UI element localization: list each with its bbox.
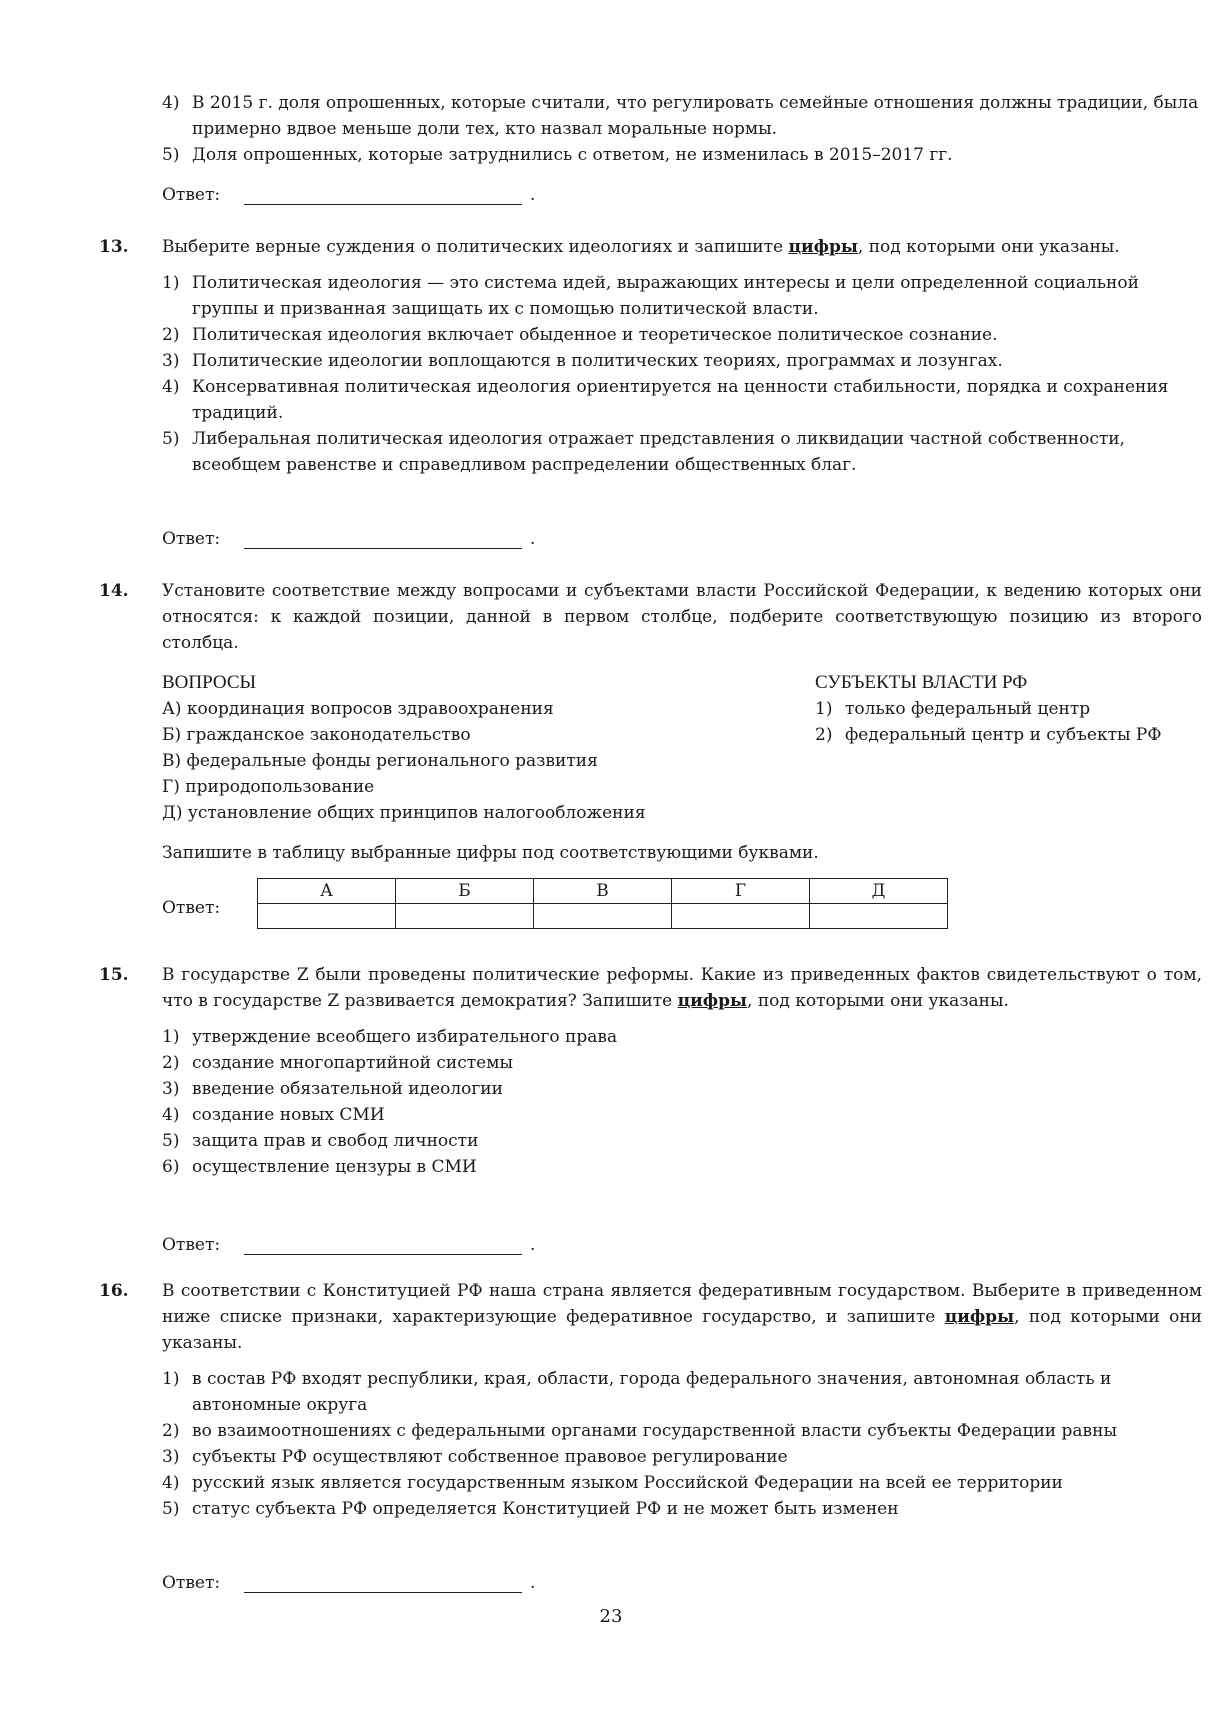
answer-line[interactable] (244, 1254, 522, 1255)
q12-option-5 (162, 142, 1202, 168)
option-text: создание многопартийной системы (192, 1053, 513, 1073)
item-letter: Г) (162, 777, 180, 797)
answer-label: Ответ: (162, 529, 221, 549)
question-15 (0, 962, 1222, 1180)
answer-table-input-row (258, 904, 948, 929)
item-letter: В) (162, 751, 182, 771)
option-number: 4) (162, 377, 180, 397)
left-item (162, 696, 802, 722)
answer-dot: . (530, 1573, 536, 1593)
q16-option-3 (162, 1444, 1202, 1470)
option-text: Либеральная политическая идеология отражает представления о ликвидации частной собственности, всеобщем равенстве и справедливом распределении общественных благ. (192, 429, 1126, 475)
question-text-part: , под которыми они указаны. (162, 1307, 1202, 1353)
question-text-part: В государстве Z были проведены политические реформы. Какие из приведенных фактов свидетельствуют о том, что в государстве Z развивается демократия? Запишите (162, 965, 1202, 1011)
option-number: 3) (162, 1447, 180, 1467)
instruction-text: Запишите в таблицу выбранные цифры под соответствующими буквами. (162, 843, 819, 863)
answer-table-header-row (258, 879, 948, 904)
question-12-tail (0, 90, 1222, 168)
emphasis-digits: цифры (944, 1307, 1015, 1327)
answer-cell[interactable] (534, 904, 672, 929)
option-text: введение обязательной идеологии (192, 1079, 503, 1099)
option-text: Политические идеологии воплощаются в политических теориях, программах и лозунгах. (192, 351, 1003, 371)
option-text: Доля опрошенных, которые затруднились с ответом, не изменилась в 2015–2017 гг. (192, 145, 953, 165)
q14-answer-table-row (0, 878, 1222, 938)
option-number: 2) (162, 1053, 180, 1073)
q15-option-3 (162, 1076, 1202, 1102)
answer-table-header: Б (396, 879, 534, 904)
option-text: утверждение всеобщего избирательного права (192, 1027, 618, 1047)
q15-option-6 (162, 1154, 1202, 1180)
question-text-part: В соответствии с Конституцией РФ наша страна является федеративным государством. Выберите в приведенном ниже списке признаки, характеризующие федеративное государство, и запишите (162, 1281, 1202, 1327)
q12-option-4 (162, 90, 1202, 142)
option-number: 3) (162, 351, 180, 371)
right-column-header: СУБЪЕКТЫ ВЛАСТИ РФ (815, 672, 1028, 693)
question-text (162, 234, 1202, 260)
answer-line[interactable] (244, 204, 522, 205)
q13-option-5 (162, 426, 1202, 478)
answer-table (257, 878, 948, 929)
item-number: 1) (815, 699, 833, 719)
q15-option-2 (162, 1050, 1202, 1076)
option-number: 5) (162, 1499, 180, 1519)
left-item (162, 722, 802, 748)
item-text: установление общих принципов налогообложения (187, 803, 646, 823)
answer-table-header: Д (810, 879, 948, 904)
item-text: координация вопросов здравоохранения (186, 699, 554, 719)
option-number: 2) (162, 325, 180, 345)
q15-option-5 (162, 1128, 1202, 1154)
question-text-part: , под которыми они указаны. (747, 991, 1009, 1011)
option-number: 2) (162, 1421, 180, 1441)
answer-dot: . (530, 529, 536, 549)
option-text: В 2015 г. доля опрошенных, которые считали, что регулировать семейные отношения должны традиции, была примерно вдвое меньше доли тех, кто назвал моральные нормы. (192, 93, 1199, 139)
question-number: 13. (99, 237, 129, 257)
answer-dot: . (530, 185, 536, 205)
answer-line[interactable] (244, 1592, 522, 1593)
question-number: 16. (99, 1281, 129, 1301)
answer-table-header: А (258, 879, 396, 904)
q13-answer (0, 526, 1222, 552)
item-number: 2) (815, 725, 833, 745)
question-text (162, 962, 1202, 1014)
option-text: статус субъекта РФ определяется Конституцией РФ и не может быть изменен (192, 1499, 899, 1519)
item-text: гражданское законодательство (186, 725, 471, 745)
q13-option-2 (162, 322, 1202, 348)
item-letter: Б) (162, 725, 182, 745)
q13-option-4 (162, 374, 1202, 426)
answer-line[interactable] (244, 548, 522, 549)
option-number: 4) (162, 1473, 180, 1493)
q16-option-4 (162, 1470, 1202, 1496)
option-number: 6) (162, 1157, 180, 1177)
question-text-part: , под которыми они указаны. (857, 237, 1120, 257)
left-item (162, 748, 802, 774)
q13-option-3 (162, 348, 1202, 374)
item-text: только федеральный центр (845, 699, 1091, 719)
option-text: в состав РФ входят республики, края, области, города федерального значения, автономная область и автономные округа (192, 1369, 1112, 1415)
option-number: 1) (162, 1027, 180, 1047)
item-letter: Д) (162, 803, 183, 823)
option-number: 1) (162, 273, 180, 293)
q16-option-1 (162, 1366, 1202, 1418)
option-number: 1) (162, 1369, 180, 1389)
option-text: осуществление цензуры в СМИ (192, 1157, 477, 1177)
page-number: 23 (599, 1606, 623, 1627)
right-item (815, 696, 1205, 722)
q16-answer (0, 1570, 1222, 1596)
question-number: 14. (99, 581, 129, 601)
answer-label: Ответ: (162, 1573, 221, 1593)
left-column-header: ВОПРОСЫ (162, 672, 257, 693)
right-item (815, 722, 1185, 748)
item-text: федеральные фонды регионального развития (186, 751, 598, 771)
answer-label: Ответ: (162, 185, 221, 205)
q12-answer (0, 182, 1222, 208)
question-text-part: Выберите верные суждения о политических идеологиях и запишите (162, 237, 789, 257)
q16-option-5 (162, 1496, 1202, 1522)
question-14 (0, 578, 1222, 656)
option-number: 5) (162, 429, 180, 449)
option-text: русский язык является государственным языком Российской Федерации на всей ее территории (192, 1473, 1063, 1493)
emphasis-digits: цифры (788, 237, 858, 257)
answer-dot: . (530, 1235, 536, 1255)
answer-label: Ответ: (162, 1235, 221, 1255)
q15-option-4 (162, 1102, 1202, 1128)
answer-cell[interactable] (258, 904, 396, 929)
option-text: Политическая идеология включает обыденное и теоретическое политическое сознание. (192, 325, 998, 345)
question-13 (0, 234, 1222, 478)
question-16 (0, 1278, 1222, 1522)
q14-instruction (0, 840, 1222, 866)
option-number: 3) (162, 1079, 180, 1099)
q16-option-2 (162, 1418, 1202, 1444)
q15-option-1 (162, 1024, 1202, 1050)
q15-answer (0, 1232, 1222, 1258)
option-text: субъекты РФ осуществляют собственное правовое регулирование (192, 1447, 788, 1467)
answer-cell[interactable] (672, 904, 810, 929)
option-text: защита прав и свобод личности (192, 1131, 479, 1151)
answer-cell[interactable] (810, 904, 948, 929)
answer-table-header: Г (672, 879, 810, 904)
answer-cell[interactable] (396, 904, 534, 929)
left-column (162, 670, 802, 826)
item-letter: А) (162, 699, 182, 719)
emphasis-digits: цифры (677, 991, 748, 1011)
item-text: федеральный центр и субъекты РФ (845, 725, 1162, 745)
question-text: Установите соответствие между вопросами и субъектами власти Российской Федерации, к ведению которых они относятся: к каждой позиции, данной в первом столбце, подберите соответствующую позицию из второго столбца. (162, 581, 1202, 653)
item-text: природопользование (185, 777, 375, 797)
question-number: 15. (99, 965, 129, 985)
left-item (162, 774, 802, 800)
option-text: Консервативная политическая идеология ориентируется на ценности стабильности, порядка и сохранения традиций. (192, 377, 1169, 423)
option-number: 5) (162, 145, 180, 165)
answer-table-header: В (534, 879, 672, 904)
question-text (162, 1278, 1202, 1356)
option-text: создание новых СМИ (192, 1105, 385, 1125)
option-text: во взаимоотношениях с федеральными органами государственной власти субъекты Федерации равны (192, 1421, 1117, 1441)
right-column (815, 670, 1205, 748)
q13-option-1 (162, 270, 1202, 322)
left-item (162, 800, 802, 826)
answer-label: Ответ: (162, 898, 221, 918)
option-text: Политическая идеология — это система идей, выражающих интересы и цели определенной социальной группы и призванная защищать их с помощью политической власти. (192, 273, 1139, 319)
option-number: 5) (162, 1131, 180, 1151)
option-number: 4) (162, 1105, 180, 1125)
option-number: 4) (162, 93, 180, 113)
